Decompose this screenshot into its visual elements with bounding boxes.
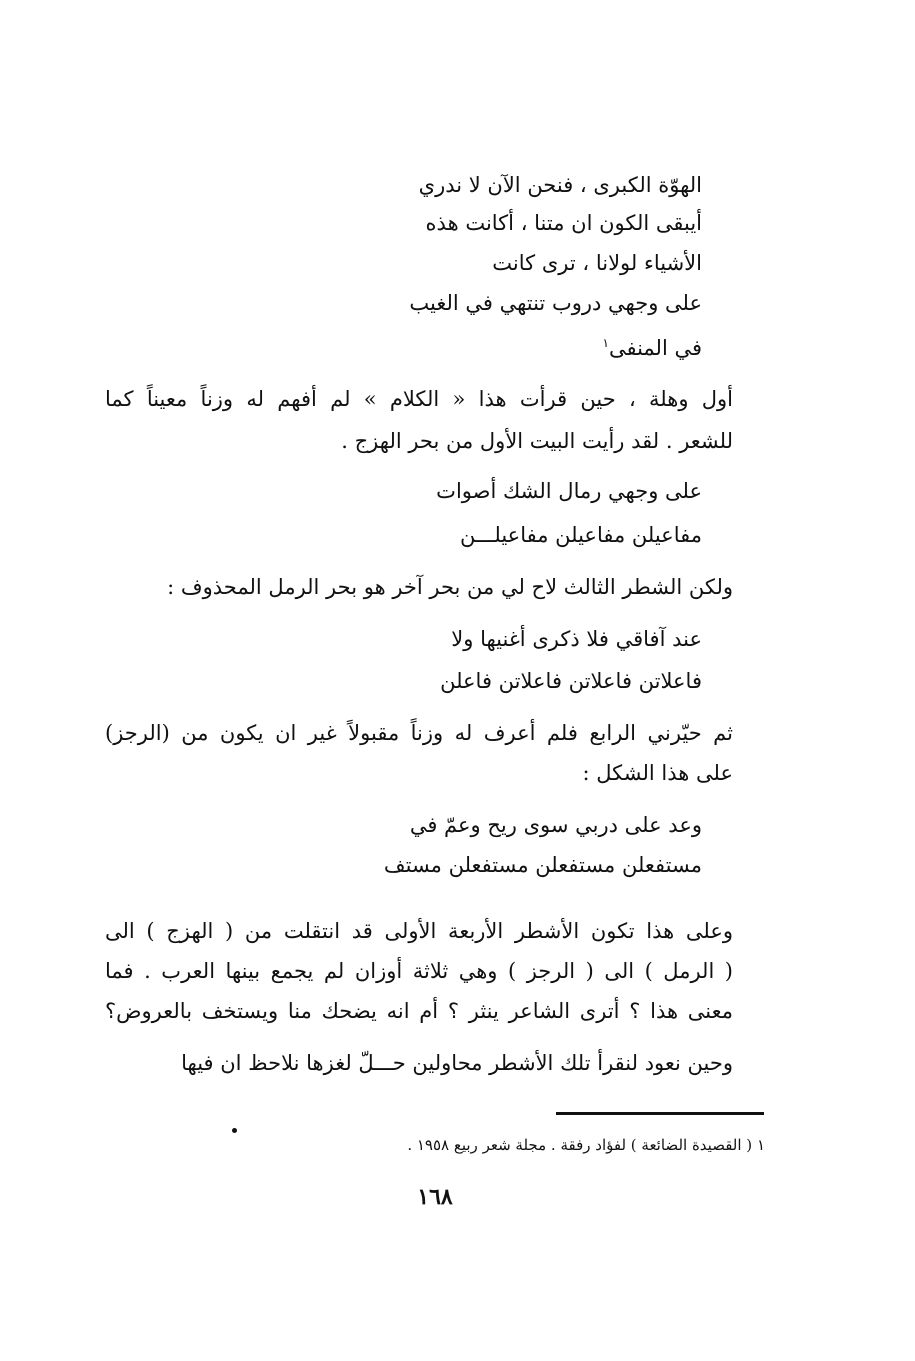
poem-line: الهوّة الكبرى ، فنحن الآن لا ندري <box>418 173 702 197</box>
paragraph-line: وحين نعود لنقرأ تلك الأشطر محاولين حـــلّ لغزها نلاحظ ان فيها <box>181 1051 733 1075</box>
paragraph-line: معنى هذا ؟ أترى الشاعر ينثر ؟ أم انه يضحك منا ويستخف بالعروض؟ <box>105 999 733 1023</box>
paragraph-line: على هذا الشكل : <box>582 761 733 785</box>
paragraph-line: ثم حيّرني الرابع فلم أعرف له وزناً مقبولاً غير ان يكون من (الرجز) <box>105 721 733 745</box>
poem-line: الأشياء لولانا ، ترى كانت <box>492 251 702 275</box>
footnote-marker: ١ <box>602 336 609 350</box>
paragraph-line: ( الرمل ) الى ( الرجز ) وهي ثلاثة أوزان لم يجمع بينها العرب . فما <box>105 959 733 983</box>
scansion-line: فاعلاتن فاعلاتن فاعلاتن فاعلن <box>440 669 702 693</box>
paragraph-line: وعلى هذا تكون الأشطر الأربعة الأولى قد انتقلت من ( الهزج ) الى <box>105 919 733 943</box>
scansion-line: مستفعلن مستفعلن مستفعلن مستف <box>383 853 702 877</box>
paragraph-line: للشعر . لقد رأيت البيت الأول من بحر الهزج . <box>341 429 733 453</box>
paragraph-line: أول وهلة ، حين قرأت هذا « الكلام » لم أفهم له وزناً معيناً كما <box>105 387 733 411</box>
paragraph-line: ولكن الشطر الثالث لاح لي من بحر آخر هو بحر الرمل المحذوف : <box>167 575 733 599</box>
poem-line: أيبقى الكون ان متنا ، أكانت هذه <box>425 211 702 235</box>
scansion-line: مفاعيلن مفاعيلن مفاعيلـــن <box>459 523 702 547</box>
poem-line: على وجهي دروب تنتهي في الغيب <box>409 291 702 315</box>
verse-line: وعد على دربي سوى ريح وعمّ في <box>409 813 702 837</box>
ink-speck <box>232 1128 237 1133</box>
footnote: ١ ( القصيدة الضائعة ) لفؤاد رفقة . مجلة شعر ربيع ١٩٥٨ . <box>407 1136 765 1154</box>
verse-line: عند آفاقي فلا ذكرى أغنيها ولا <box>451 627 702 651</box>
poem-line-last <box>602 328 702 363</box>
verse-line: على وجهي رمال الشك أصوات <box>436 479 702 503</box>
footnote-divider <box>556 1112 764 1115</box>
poem-line-text: في المنفى <box>608 336 702 360</box>
page-number: ١٦٨ <box>417 1184 453 1210</box>
